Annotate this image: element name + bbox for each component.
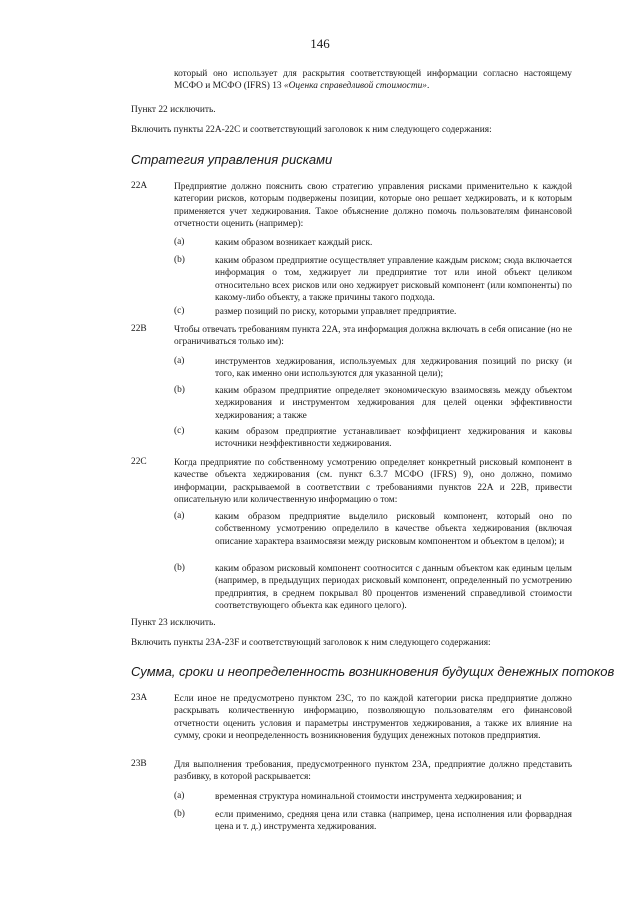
paragraph-22b-item-a: инструментов хеджирования, используемых для хеджирования позиций по риску (и того, как именно они используются для указанной цели);: [215, 357, 572, 380]
intro-continuation: [174, 68, 572, 93]
paragraph-23a-text: Если иное не предусмотрено пунктом 23С, то по каждой категории риска предприятие должно раскрывать количественную информацию, позволяющую пользователям его финансовой отчетности оценить условия и параметры инструментов хеджирования, а также их влияние на сумму, сроки и неопределенность возникновения будущих денежных потоков предприятия.: [174, 694, 572, 742]
item-label: (a): [174, 791, 185, 801]
paragraph-22c-item-b: каким образом рисковый компонент соотносится с данным объектом как единым целым (например, в предыдущих периодах рисковый компонент, определенный по усмотрению предприятия, в среднем покрывал 80 процентов изменений справедливой стоимости соответствующего объекта как единого целого).: [215, 564, 572, 612]
paragraph-22a-item-b: каким образом предприятие осуществляет управление каждым риском; сюда включается информация о том, хеджирует ли предприятие тот или иной объект целиком относительно всех рисков или оно хеджирует рисковый компонент (или компоненты) по какому-либо объекту, а также причины такого подхода.: [215, 256, 572, 304]
paragraph-number-22b: 22В: [131, 324, 147, 334]
paragraph-number-23b: 23В: [131, 759, 147, 769]
section-heading-cash-flows: Сумма, сроки и неопределенность возникновения будущих денежных потоков: [131, 664, 615, 679]
paragraph-22a-item-c: размер позиций по риску, которыми управляет предприятие.: [215, 307, 457, 317]
paragraph-23b-item-a: временная структура номинальной стоимости инструмента хеджирования; и: [215, 792, 522, 802]
item-label: (c): [174, 306, 185, 316]
paragraph-number-22a: 22А: [131, 181, 148, 191]
paragraph-22a-text: Предприятие должно пояснить свою стратегию управления рисками применительно к каждой категории рисков, которым подвержены позиции, которые оно решает хеджировать, и к которым применяется учет хеджирования. Такое объяснение должно помочь пользователям финансовой отчетности оценить (например):: [174, 182, 572, 230]
paragraph-22b-item-c: каким образом предприятие устанавливает коэффициент хеджирования и каковы источники неэффективности хеджирования.: [215, 427, 572, 450]
paragraph-22a-item-a: каким образом возникает каждый риск.: [215, 238, 373, 248]
instruction-include-22: Включить пункты 22А-22С и соответствующий заголовок к ним следующего содержания:: [131, 125, 492, 135]
paragraph-22c-item-a: каким образом предприятие выделило рисковый компонент, который оно по собственному усмотрению определило в качестве объекта хеджирования (включая описание характера взаимосвязи между рисковым компонентом и объектом в целом); и: [215, 512, 572, 547]
paragraph-number-22c: 22С: [131, 457, 147, 467]
intro-italic-title: «Оценка справедливой стоимости»: [283, 81, 427, 92]
page-number: 146: [310, 36, 330, 51]
paragraph-22b-item-b: каким образом предприятие определяет экономическую взаимосвязь между объектом хеджирования и инструментом хеджирования для целей оценки эффективности хеджирования; а также: [215, 386, 572, 421]
paragraph-23b-item-b: если применимо, средняя цена или ставка (например, цена исполнения или форвардная цена и т. д.) инструмента хеджирования.: [215, 810, 572, 833]
item-label: (b): [174, 809, 185, 819]
paragraph-number-23a: 23А: [131, 693, 148, 703]
item-label: (a): [174, 356, 185, 366]
intro-period: .: [426, 81, 430, 92]
item-label: (b): [174, 255, 185, 265]
paragraph-23b-text: Для выполнения требования, предусмотренного пунктом 23А, предприятие должно представить разбивку, в которой раскрывается:: [174, 760, 572, 783]
item-label: (a): [174, 511, 185, 521]
item-label: (c): [174, 426, 185, 436]
instruction-delete-23: Пункт 23 исключить.: [131, 618, 216, 628]
instruction-delete-22: Пункт 22 исключить.: [131, 105, 216, 115]
item-label: (b): [174, 563, 185, 573]
item-label: (b): [174, 385, 185, 395]
intro-text: который оно использует для раскрытия соответствующей информации согласно настоящему МСФО и МСФО (IFRS) 13: [174, 69, 572, 92]
item-label: (a): [174, 237, 185, 247]
instruction-include-23: Включить пункты 23А-23F и соответствующий заголовок к ним следующего содержания:: [131, 638, 491, 648]
paragraph-22b-text: Чтобы отвечать требованиям пункта 22А, эта информация должна включать в себя описание (но не ограничиваться только им):: [174, 325, 572, 348]
paragraph-22c-text: Когда предприятие по собственному усмотрению определяет конкретный рисковый компонент в качестве объекта хеджирования (см. пункт 6.3.7 МСФО (IFRS) 9), оно должно, помимо информации, раскрываемой в соответствии с требованиями пунктов 22А и 22В, привести описательную или количественную информацию о том:: [174, 458, 572, 506]
section-heading-risk-strategy: Стратегия управления рисками: [131, 152, 333, 167]
